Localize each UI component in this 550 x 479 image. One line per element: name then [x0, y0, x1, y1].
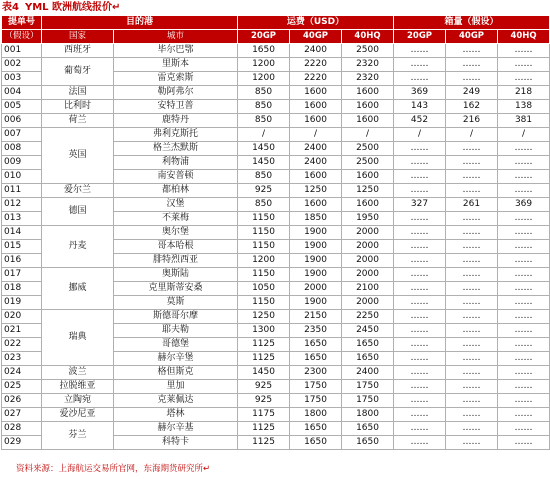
bl-number-cell: 012 — [2, 198, 42, 212]
bl-number-cell: 009 — [2, 156, 42, 170]
col-header-no: 提单号 — [2, 16, 42, 30]
freight-40-cell: 1600 — [290, 114, 342, 128]
table-row — [2, 268, 550, 282]
freight-20-cell: 1200 — [238, 254, 290, 268]
box-40-cell: …… — [446, 436, 498, 450]
country-cell: 西班牙 — [42, 44, 114, 58]
box-20-cell: …… — [394, 226, 446, 240]
city-cell: 勒阿弗尔 — [114, 86, 238, 100]
box-20-cell: …… — [394, 44, 446, 58]
freight-40-cell: 1600 — [290, 198, 342, 212]
freight-40-cell: 1900 — [290, 296, 342, 310]
city-cell: 利物浦 — [114, 156, 238, 170]
freight-hq-cell: 1750 — [342, 380, 394, 394]
table-row — [2, 184, 550, 198]
freight-40-cell: 1800 — [290, 408, 342, 422]
box-40-cell: …… — [446, 58, 498, 72]
freight-40-cell: / — [290, 128, 342, 142]
box-20-cell: 369 — [394, 86, 446, 100]
country-cell: 丹麦 — [42, 226, 114, 268]
box-20-cell: …… — [394, 296, 446, 310]
freight-hq-cell: 2400 — [342, 366, 394, 380]
country-cell: 英国 — [42, 128, 114, 184]
table-row — [2, 226, 550, 240]
header-row-sub — [2, 30, 550, 44]
rate-table-body — [2, 44, 550, 450]
bl-number-cell: 010 — [2, 170, 42, 184]
col-header-freight-40hq: 40HQ — [342, 30, 394, 44]
freight-40-cell: 1600 — [290, 170, 342, 184]
city-cell: 汉堡 — [114, 198, 238, 212]
city-cell: 弗利克斯托 — [114, 128, 238, 142]
city-cell: 克莱佩达 — [114, 394, 238, 408]
country-cell: 立陶宛 — [42, 394, 114, 408]
freight-20-cell: 1150 — [238, 226, 290, 240]
table-title — [2, 1, 120, 15]
col-header-freight-40gp: 40GP — [290, 30, 342, 44]
box-hq-cell: …… — [498, 72, 550, 86]
bl-number-cell: 014 — [2, 226, 42, 240]
freight-40-cell: 2220 — [290, 58, 342, 72]
city-cell: 南安普顿 — [114, 170, 238, 184]
box-hq-cell: …… — [498, 408, 550, 422]
bl-number-cell: 021 — [2, 324, 42, 338]
freight-hq-cell: 2000 — [342, 226, 394, 240]
city-cell: 格兰杰默斯 — [114, 142, 238, 156]
freight-20-cell: 925 — [238, 184, 290, 198]
city-cell: 奥尔堡 — [114, 226, 238, 240]
freight-20-cell: 850 — [238, 86, 290, 100]
box-40-cell: …… — [446, 282, 498, 296]
freight-40-cell: 1850 — [290, 212, 342, 226]
box-hq-cell: …… — [498, 324, 550, 338]
col-header-country: 国家 — [42, 30, 114, 44]
freight-40-cell: 1650 — [290, 422, 342, 436]
freight-hq-cell: 1650 — [342, 338, 394, 352]
country-cell: 芬兰 — [42, 422, 114, 450]
table-row — [2, 366, 550, 380]
source-note: 资料来源：上海航运交易所官网，东海期货研究所↵ — [16, 464, 211, 474]
bl-number-cell: 015 — [2, 240, 42, 254]
bl-number-cell: 008 — [2, 142, 42, 156]
box-20-cell: …… — [394, 310, 446, 324]
box-40-cell: …… — [446, 352, 498, 366]
freight-20-cell: 1125 — [238, 352, 290, 366]
box-20-cell: …… — [394, 268, 446, 282]
freight-hq-cell: 2000 — [342, 296, 394, 310]
box-20-cell: …… — [394, 212, 446, 226]
bl-number-cell: 007 — [2, 128, 42, 142]
city-cell: 莫斯 — [114, 296, 238, 310]
box-40-cell: …… — [446, 324, 498, 338]
freight-20-cell: 1450 — [238, 142, 290, 156]
freight-hq-cell: 1750 — [342, 394, 394, 408]
freight-40-cell: 1900 — [290, 268, 342, 282]
box-hq-cell: …… — [498, 184, 550, 198]
box-hq-cell: …… — [498, 422, 550, 436]
freight-40-cell: 1750 — [290, 380, 342, 394]
box-20-cell: 143 — [394, 100, 446, 114]
box-40-cell: …… — [446, 226, 498, 240]
box-40-cell: …… — [446, 184, 498, 198]
freight-hq-cell: 1600 — [342, 170, 394, 184]
box-40-cell: …… — [446, 408, 498, 422]
bl-number-cell: 017 — [2, 268, 42, 282]
city-cell: 腓特烈西亚 — [114, 254, 238, 268]
freight-20-cell: 925 — [238, 394, 290, 408]
city-cell: 格但斯克 — [114, 366, 238, 380]
table-row — [2, 114, 550, 128]
city-cell: 鹿特丹 — [114, 114, 238, 128]
box-40-cell: …… — [446, 240, 498, 254]
city-cell: 科特卡 — [114, 436, 238, 450]
col-header-freight-20gp: 20GP — [238, 30, 290, 44]
city-cell: 安特卫普 — [114, 100, 238, 114]
country-cell: 荷兰 — [42, 114, 114, 128]
box-hq-cell: …… — [498, 268, 550, 282]
table-row — [2, 310, 550, 324]
box-hq-cell: …… — [498, 282, 550, 296]
city-cell: 哥本哈根 — [114, 240, 238, 254]
freight-hq-cell: 1650 — [342, 436, 394, 450]
bl-number-cell: 026 — [2, 394, 42, 408]
box-hq-cell: …… — [498, 338, 550, 352]
rate-table — [1, 15, 550, 450]
freight-hq-cell: 2000 — [342, 268, 394, 282]
country-cell: 拉脱维亚 — [42, 380, 114, 394]
col-header-city: 城市 — [114, 30, 238, 44]
col-header-no-sub: （假设） — [2, 30, 42, 44]
bl-number-cell: 022 — [2, 338, 42, 352]
box-40-cell: …… — [446, 254, 498, 268]
box-40-cell: 261 — [446, 198, 498, 212]
city-cell: 都柏林 — [114, 184, 238, 198]
box-hq-cell: 369 — [498, 198, 550, 212]
freight-20-cell: 1200 — [238, 58, 290, 72]
freight-hq-cell: 2450 — [342, 324, 394, 338]
freight-hq-cell: 1950 — [342, 212, 394, 226]
freight-20-cell: 1125 — [238, 422, 290, 436]
freight-40-cell: 1900 — [290, 226, 342, 240]
box-20-cell: …… — [394, 254, 446, 268]
city-cell: 赫尔辛堡 — [114, 352, 238, 366]
freight-hq-cell: / — [342, 128, 394, 142]
freight-20-cell: 1050 — [238, 282, 290, 296]
freight-hq-cell: 2250 — [342, 310, 394, 324]
bl-number-cell: 006 — [2, 114, 42, 128]
city-cell: 毕尔巴鄂 — [114, 44, 238, 58]
box-40-cell: …… — [446, 296, 498, 310]
box-20-cell: …… — [394, 394, 446, 408]
city-cell: 赫尔辛基 — [114, 422, 238, 436]
country-cell: 瑞典 — [42, 310, 114, 366]
box-hq-cell: …… — [498, 436, 550, 450]
box-40-cell: …… — [446, 142, 498, 156]
box-20-cell: …… — [394, 380, 446, 394]
freight-hq-cell: 2320 — [342, 58, 394, 72]
col-header-box-40gp: 40GP — [446, 30, 498, 44]
table-row — [2, 422, 550, 436]
box-40-cell: 249 — [446, 86, 498, 100]
freight-40-cell: 1650 — [290, 352, 342, 366]
freight-40-cell: 2400 — [290, 44, 342, 58]
box-hq-cell: …… — [498, 156, 550, 170]
freight-40-cell: 1600 — [290, 86, 342, 100]
country-cell: 波兰 — [42, 366, 114, 380]
freight-20-cell: 925 — [238, 380, 290, 394]
bl-number-cell: 003 — [2, 72, 42, 86]
box-hq-cell: 138 — [498, 100, 550, 114]
freight-20-cell: 1150 — [238, 212, 290, 226]
box-40-cell: …… — [446, 156, 498, 170]
freight-40-cell: 1650 — [290, 338, 342, 352]
box-hq-cell: …… — [498, 226, 550, 240]
bl-number-cell: 013 — [2, 212, 42, 226]
box-hq-cell: / — [498, 128, 550, 142]
box-40-cell: …… — [446, 366, 498, 380]
box-40-cell: 216 — [446, 114, 498, 128]
freight-40-cell: 2300 — [290, 366, 342, 380]
box-hq-cell: …… — [498, 212, 550, 226]
box-20-cell: …… — [394, 170, 446, 184]
table-row — [2, 394, 550, 408]
freight-20-cell: / — [238, 128, 290, 142]
box-20-cell: …… — [394, 282, 446, 296]
box-hq-cell: …… — [498, 58, 550, 72]
freight-40-cell: 1250 — [290, 184, 342, 198]
box-hq-cell: …… — [498, 380, 550, 394]
box-20-cell: …… — [394, 352, 446, 366]
freight-20-cell: 1125 — [238, 338, 290, 352]
box-20-cell: …… — [394, 58, 446, 72]
freight-40-cell: 2400 — [290, 156, 342, 170]
freight-20-cell: 1250 — [238, 310, 290, 324]
box-20-cell: …… — [394, 240, 446, 254]
freight-20-cell: 850 — [238, 100, 290, 114]
box-hq-cell: …… — [498, 310, 550, 324]
table-row — [2, 408, 550, 422]
freight-20-cell: 1150 — [238, 296, 290, 310]
bl-number-cell: 016 — [2, 254, 42, 268]
box-hq-cell: …… — [498, 240, 550, 254]
table-caption-label: 表4 — [2, 2, 19, 13]
box-hq-cell: …… — [498, 394, 550, 408]
bl-number-cell: 020 — [2, 310, 42, 324]
freight-hq-cell: 1600 — [342, 86, 394, 100]
box-40-cell: …… — [446, 72, 498, 86]
freight-hq-cell: 1800 — [342, 408, 394, 422]
country-cell: 爱尔兰 — [42, 184, 114, 198]
bl-number-cell: 023 — [2, 352, 42, 366]
box-hq-cell: 218 — [498, 86, 550, 100]
city-cell: 塔林 — [114, 408, 238, 422]
box-20-cell: …… — [394, 338, 446, 352]
city-cell: 里斯本 — [114, 58, 238, 72]
freight-20-cell: 1125 — [238, 436, 290, 450]
box-hq-cell: …… — [498, 352, 550, 366]
box-20-cell: …… — [394, 408, 446, 422]
header-row-top — [2, 16, 550, 30]
box-hq-cell: …… — [498, 254, 550, 268]
box-hq-cell: …… — [498, 366, 550, 380]
freight-hq-cell: 1600 — [342, 100, 394, 114]
bl-number-cell: 027 — [2, 408, 42, 422]
city-cell: 里加 — [114, 380, 238, 394]
box-20-cell: …… — [394, 436, 446, 450]
bl-number-cell: 028 — [2, 422, 42, 436]
freight-40-cell: 1650 — [290, 436, 342, 450]
box-hq-cell: …… — [498, 142, 550, 156]
col-header-box-40hq: 40HQ — [498, 30, 550, 44]
freight-hq-cell: 1250 — [342, 184, 394, 198]
table-row — [2, 198, 550, 212]
box-40-cell: …… — [446, 268, 498, 282]
box-40-cell: …… — [446, 422, 498, 436]
country-cell: 法国 — [42, 86, 114, 100]
box-20-cell: …… — [394, 184, 446, 198]
box-40-cell: 162 — [446, 100, 498, 114]
city-cell: 哥德堡 — [114, 338, 238, 352]
freight-40-cell: 1900 — [290, 240, 342, 254]
table-row — [2, 86, 550, 100]
bl-number-cell: 019 — [2, 296, 42, 310]
country-cell: 德国 — [42, 198, 114, 226]
freight-hq-cell: 1600 — [342, 114, 394, 128]
city-cell: 奥斯陆 — [114, 268, 238, 282]
freight-20-cell: 1450 — [238, 366, 290, 380]
freight-hq-cell: 2000 — [342, 254, 394, 268]
box-20-cell: …… — [394, 72, 446, 86]
freight-40-cell: 1750 — [290, 394, 342, 408]
box-hq-cell: …… — [498, 296, 550, 310]
box-20-cell: …… — [394, 366, 446, 380]
freight-20-cell: 850 — [238, 114, 290, 128]
freight-20-cell: 1300 — [238, 324, 290, 338]
city-cell: 斯德哥尔摩 — [114, 310, 238, 324]
freight-hq-cell: 2500 — [342, 156, 394, 170]
freight-20-cell: 1150 — [238, 268, 290, 282]
bl-number-cell: 005 — [2, 100, 42, 114]
box-40-cell: / — [446, 128, 498, 142]
freight-hq-cell: 2500 — [342, 44, 394, 58]
col-header-box-20gp: 20GP — [394, 30, 446, 44]
box-hq-cell: …… — [498, 44, 550, 58]
table-row — [2, 58, 550, 72]
freight-40-cell: 2150 — [290, 310, 342, 324]
box-20-cell: …… — [394, 142, 446, 156]
freight-20-cell: 1650 — [238, 44, 290, 58]
box-40-cell: …… — [446, 212, 498, 226]
freight-hq-cell: 2000 — [342, 240, 394, 254]
bl-number-cell: 001 — [2, 44, 42, 58]
table-row — [2, 44, 550, 58]
freight-20-cell: 850 — [238, 170, 290, 184]
freight-40-cell: 1900 — [290, 254, 342, 268]
freight-hq-cell: 1600 — [342, 198, 394, 212]
box-40-cell: …… — [446, 380, 498, 394]
bl-number-cell: 011 — [2, 184, 42, 198]
box-20-cell: …… — [394, 324, 446, 338]
country-cell: 比利时 — [42, 100, 114, 114]
freight-40-cell: 1600 — [290, 100, 342, 114]
freight-20-cell: 1150 — [238, 240, 290, 254]
box-hq-cell: 381 — [498, 114, 550, 128]
bl-number-cell: 002 — [2, 58, 42, 72]
box-20-cell: 327 — [394, 198, 446, 212]
table-caption-text: YML 欧洲航线报价↵ — [24, 2, 121, 13]
col-header-freight: 运费（USD） — [238, 16, 394, 30]
box-hq-cell: …… — [498, 170, 550, 184]
freight-40-cell: 2220 — [290, 72, 342, 86]
freight-20-cell: 1450 — [238, 156, 290, 170]
bl-number-cell: 004 — [2, 86, 42, 100]
country-cell: 挪威 — [42, 268, 114, 310]
city-cell: 克里斯蒂安桑 — [114, 282, 238, 296]
table-row — [2, 100, 550, 114]
freight-20-cell: 1200 — [238, 72, 290, 86]
freight-hq-cell: 1650 — [342, 422, 394, 436]
bl-number-cell: 024 — [2, 366, 42, 380]
box-40-cell: …… — [446, 310, 498, 324]
box-40-cell: …… — [446, 44, 498, 58]
box-40-cell: …… — [446, 338, 498, 352]
freight-hq-cell: 2500 — [342, 142, 394, 156]
table-row — [2, 380, 550, 394]
bl-number-cell: 029 — [2, 436, 42, 450]
freight-20-cell: 850 — [238, 198, 290, 212]
bl-number-cell: 025 — [2, 380, 42, 394]
freight-hq-cell: 1650 — [342, 352, 394, 366]
freight-hq-cell: 2320 — [342, 72, 394, 86]
box-40-cell: …… — [446, 170, 498, 184]
city-cell: 雷克索斯 — [114, 72, 238, 86]
bl-number-cell: 018 — [2, 282, 42, 296]
freight-40-cell: 2400 — [290, 142, 342, 156]
col-header-box: 箱量（假设） — [394, 16, 550, 30]
country-cell: 爱沙尼亚 — [42, 408, 114, 422]
box-20-cell: …… — [394, 422, 446, 436]
freight-20-cell: 1175 — [238, 408, 290, 422]
box-40-cell: …… — [446, 394, 498, 408]
country-cell: 葡萄牙 — [42, 58, 114, 86]
city-cell: 不莱梅 — [114, 212, 238, 226]
freight-hq-cell: 2100 — [342, 282, 394, 296]
freight-40-cell: 2350 — [290, 324, 342, 338]
col-header-dest: 目的港 — [42, 16, 238, 30]
box-20-cell: 452 — [394, 114, 446, 128]
box-20-cell: / — [394, 128, 446, 142]
freight-40-cell: 2000 — [290, 282, 342, 296]
box-20-cell: …… — [394, 156, 446, 170]
table-row — [2, 128, 550, 142]
city-cell: 耶夫勒 — [114, 324, 238, 338]
